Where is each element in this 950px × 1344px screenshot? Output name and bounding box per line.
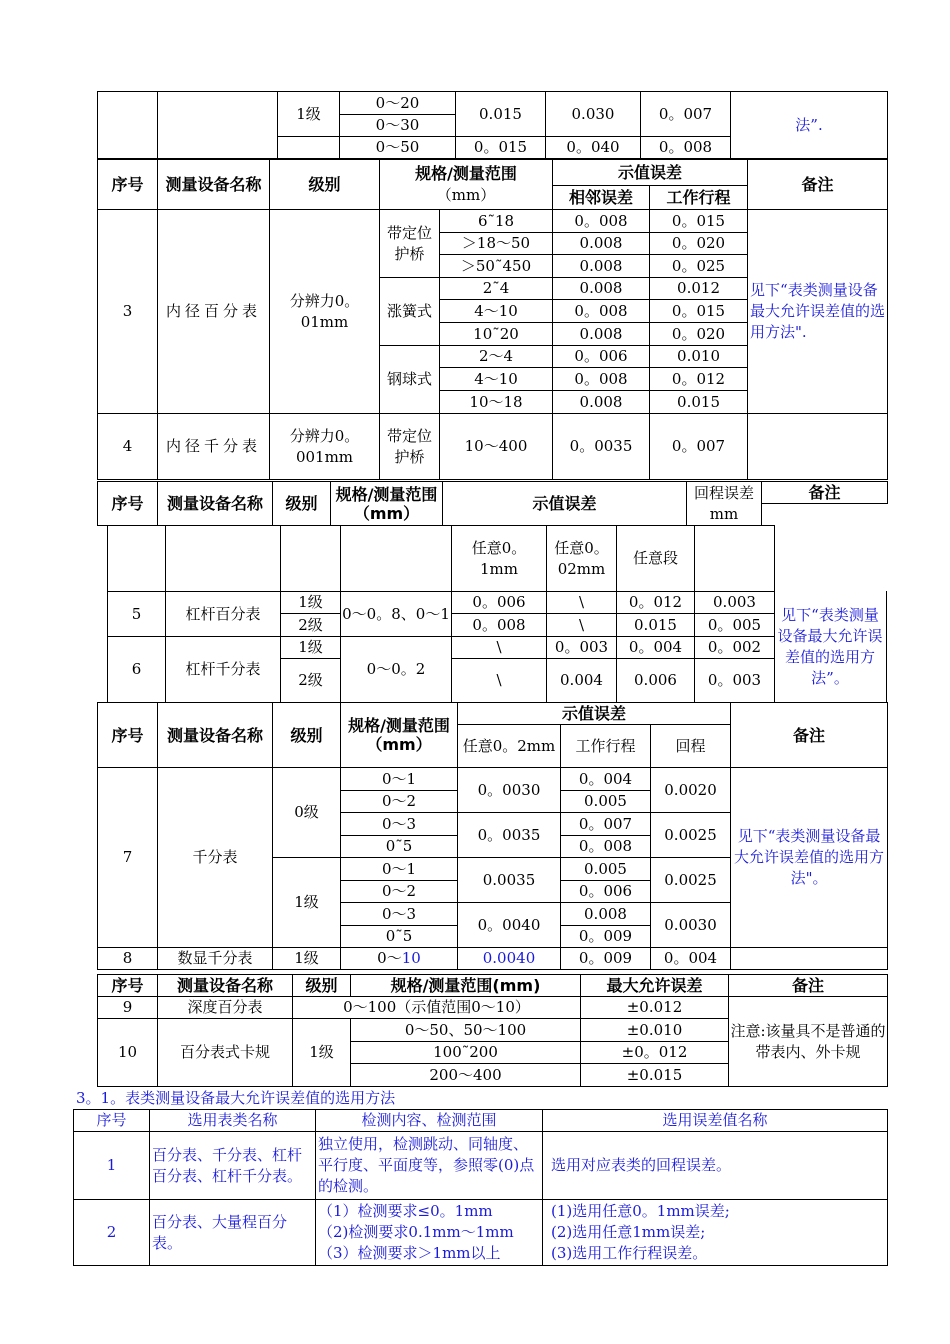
grade-cell: 1级 bbox=[273, 948, 341, 970]
value-cell: 0.008 bbox=[553, 255, 650, 278]
value-cell: 0.015 bbox=[617, 614, 695, 637]
cell bbox=[731, 948, 888, 970]
value-cell: 0。004 bbox=[561, 768, 651, 791]
item-grade: 分辨力0。01mm bbox=[270, 210, 380, 414]
range-cell: 2～4 bbox=[440, 346, 553, 368]
range-cell: 0～100（示值范围0～10） bbox=[293, 997, 581, 1019]
subheader-any02: 任意0。02mm bbox=[547, 526, 617, 592]
grade-cell: 1级 bbox=[281, 592, 341, 614]
item-name: 内径千分表 bbox=[158, 414, 270, 480]
range-cell: 0～3 bbox=[341, 903, 458, 926]
value-cell: 0。006 bbox=[561, 881, 651, 903]
row-choice bbox=[543, 1200, 888, 1266]
value-cell: 0。0030 bbox=[458, 768, 561, 813]
table-f bbox=[73, 1109, 888, 1266]
header-range-unit: （mm） bbox=[436, 185, 496, 204]
item-no: 6 bbox=[108, 637, 166, 703]
cell bbox=[166, 526, 281, 592]
value-cell: 0。004 bbox=[617, 637, 695, 659]
value-cell: 0。012 bbox=[617, 592, 695, 614]
range-cell: 0～1 bbox=[341, 858, 458, 881]
header-no: 序号 bbox=[98, 482, 158, 526]
item-grade: 分辨力0。001mm bbox=[270, 414, 380, 480]
value-cell: 0.006 bbox=[617, 659, 695, 703]
header-no: 序号 bbox=[98, 703, 158, 768]
range-cell: 0～50 bbox=[340, 137, 456, 159]
range-cell: 0～1 bbox=[341, 768, 458, 791]
header-name: 测量设备名称 bbox=[158, 975, 293, 997]
note-cell: 法”. bbox=[731, 92, 888, 159]
row-no: 2 bbox=[74, 1200, 150, 1266]
table-e bbox=[97, 974, 888, 1087]
range-cell: 0～50、50～100 bbox=[351, 1019, 581, 1042]
value-cell: 0。012 bbox=[650, 368, 748, 391]
range-cell: ＞18～50 bbox=[440, 233, 553, 255]
item-no: 5 bbox=[108, 592, 166, 637]
item-no: 9 bbox=[98, 997, 158, 1019]
table-a bbox=[97, 91, 888, 159]
range-cell: 0～30 bbox=[340, 115, 456, 137]
value-cell: 0.008 bbox=[553, 233, 650, 255]
value-cell: 0。0035 bbox=[458, 813, 561, 858]
value-cell: 0。006 bbox=[553, 346, 650, 368]
value-cell: \ bbox=[452, 659, 547, 703]
value-cell: ±0。012 bbox=[581, 1042, 729, 1064]
value-cell: 0.008 bbox=[561, 903, 651, 926]
value-cell: ±0.012 bbox=[581, 997, 729, 1019]
value-cell: 0。015 bbox=[456, 137, 546, 159]
header-note: 备注 bbox=[762, 482, 888, 504]
value-cell: 0.030 bbox=[546, 92, 641, 137]
grade-cell: 1级 bbox=[281, 637, 341, 659]
range-cell: 0～0。2 bbox=[341, 637, 452, 703]
table-c bbox=[107, 525, 775, 703]
range-cell: 10～18 bbox=[440, 391, 553, 414]
type-cell: 带定位护桥 bbox=[380, 210, 440, 278]
value-cell: 0。009 bbox=[561, 926, 651, 948]
value-cell: 0.003 bbox=[695, 592, 775, 614]
header-grade: 级别 bbox=[273, 482, 331, 526]
value-cell: 0.0025 bbox=[651, 813, 731, 858]
range-blue: 10 bbox=[401, 949, 421, 967]
value-cell: ±0.010 bbox=[581, 1019, 729, 1042]
cell bbox=[158, 92, 278, 159]
header-name: 测量设备名称 bbox=[158, 160, 270, 210]
header-stroke: 工作行程 bbox=[650, 186, 748, 210]
range-cell: 0～3 bbox=[341, 813, 458, 836]
range-cell: 0～0。8、0～1 bbox=[341, 592, 452, 637]
subheader-any01: 任意0。1mm bbox=[452, 526, 547, 592]
choice-line: (3)选用工作行程误差。 bbox=[551, 1244, 708, 1262]
grade-cell: 0级 bbox=[273, 768, 341, 858]
note-cell: 注意:该量具不是普通的带表内、外卡规 bbox=[729, 997, 888, 1087]
cell bbox=[762, 504, 888, 526]
value-cell: 0。003 bbox=[695, 659, 775, 703]
value-cell: 0.008 bbox=[553, 278, 650, 300]
header-range: 规格/测量范围（mm） bbox=[341, 703, 458, 768]
item-name: 数显千分表 bbox=[158, 948, 273, 970]
cell bbox=[281, 526, 341, 592]
value-cell: 0。025 bbox=[650, 255, 748, 278]
header-grade: 级别 bbox=[270, 160, 380, 210]
header-content: 检测内容、检测范围 bbox=[316, 1110, 543, 1132]
header-no: 序号 bbox=[74, 1110, 150, 1132]
header-choice: 选用误差值名称 bbox=[543, 1110, 888, 1132]
row-name: 百分表、大量程百分表。 bbox=[150, 1200, 316, 1266]
content-line: （1）检测要求≤0。1mm bbox=[318, 1202, 493, 1220]
value-cell: 0。009 bbox=[561, 948, 651, 970]
table-b bbox=[97, 159, 888, 480]
note-cell: 见下“表类测量设备最大允许误差值的选用方法"。 bbox=[731, 768, 888, 948]
value-cell: 0。008 bbox=[452, 614, 547, 637]
content-line: （2)检测要求0.1mm～1mm bbox=[318, 1223, 514, 1241]
choice-line: (1)选用任意0。1mm误差; bbox=[551, 1202, 730, 1220]
grade-cell: 2级 bbox=[281, 659, 341, 703]
header-note: 备注 bbox=[731, 703, 888, 768]
cell bbox=[748, 414, 888, 480]
value-cell: 0.005 bbox=[561, 791, 651, 813]
type-cell: 带定位护桥 bbox=[380, 414, 440, 480]
table-c-header bbox=[97, 481, 888, 526]
table-d bbox=[97, 702, 888, 970]
range-cell: 0～2 bbox=[341, 791, 458, 813]
value-cell: 0。015 bbox=[650, 300, 748, 323]
value-cell: \ bbox=[547, 592, 617, 614]
type-cell: 涨簧式 bbox=[380, 278, 440, 346]
cell bbox=[278, 137, 340, 159]
value-cell: 0。006 bbox=[452, 592, 547, 614]
value-cell: 0。015 bbox=[650, 210, 748, 233]
header-hysteresis: 回程误差mm bbox=[687, 482, 762, 526]
range-cell: 6˜18 bbox=[440, 210, 553, 233]
header-name: 测量设备名称 bbox=[158, 703, 273, 768]
value-cell: 0.005 bbox=[561, 858, 651, 881]
value-cell: 0。007 bbox=[641, 92, 731, 137]
item-name: 内径百分表 bbox=[158, 210, 270, 414]
grade-cell: 1级 bbox=[273, 858, 341, 948]
value-cell: 0。040 bbox=[546, 137, 641, 159]
header-error: 示值误差 bbox=[443, 482, 687, 526]
value-cell: 0.008 bbox=[553, 391, 650, 414]
value-cell: 0.0035 bbox=[458, 858, 561, 903]
item-name: 百分表式卡规 bbox=[158, 1019, 293, 1087]
range-cell: 100˜200 bbox=[351, 1042, 581, 1064]
value-cell: 0.015 bbox=[456, 92, 546, 137]
header-name: 测量设备名称 bbox=[158, 482, 273, 526]
header-grade: 级别 bbox=[273, 703, 341, 768]
value-cell: \ bbox=[547, 614, 617, 637]
value-cell: 0。008 bbox=[561, 836, 651, 858]
value-cell: 0。0035 bbox=[553, 414, 650, 480]
value-cell: 0。004 bbox=[651, 948, 731, 970]
header-note: 备注 bbox=[729, 975, 888, 997]
value-cell: 0.0020 bbox=[651, 768, 731, 813]
type-cell: 钢球式 bbox=[380, 346, 440, 414]
cell bbox=[695, 526, 775, 592]
header-no: 序号 bbox=[98, 975, 158, 997]
grade-cell: 1级 bbox=[278, 92, 340, 137]
value-cell: 0.0030 bbox=[651, 903, 731, 948]
header-range-label: 规格/测量范围 bbox=[415, 163, 517, 183]
range-cell: 0～20 bbox=[340, 92, 456, 115]
value-cell: 0。020 bbox=[650, 323, 748, 346]
header-name: 选用表类名称 bbox=[150, 1110, 316, 1132]
table-c-note bbox=[774, 591, 887, 702]
range-cell: 200～400 bbox=[351, 1064, 581, 1087]
subheader-anyseg: 任意段 bbox=[617, 526, 695, 592]
range-cell: 0˜5 bbox=[341, 926, 458, 948]
value-cell: 0。020 bbox=[650, 233, 748, 255]
value-cell: 0。003 bbox=[547, 637, 617, 659]
value-cell: 0。008 bbox=[553, 368, 650, 391]
range-cell bbox=[341, 948, 458, 970]
header-no: 序号 bbox=[98, 160, 158, 210]
row-name: 百分表、千分表、杠杆百分表、杠杆千分表。 bbox=[150, 1132, 316, 1200]
item-no: 8 bbox=[98, 948, 158, 970]
value-cell: 0.008 bbox=[553, 323, 650, 346]
value-cell: 0。008 bbox=[553, 210, 650, 233]
item-no: 4 bbox=[98, 414, 158, 480]
header-range: 规格/测量范围（mm） bbox=[331, 482, 443, 526]
row-content: 独立使用，检测跳动、同轴度、平行度、平面度等，参照零(0)点的检测。 bbox=[316, 1132, 543, 1200]
value-cell: \ bbox=[452, 637, 547, 659]
grade-cell: 1级 bbox=[293, 1019, 351, 1087]
header-error: 示值误差 bbox=[553, 160, 748, 186]
item-no: 3 bbox=[98, 210, 158, 414]
note-cell: 见下“表类测量设备最大允许误差值的选用方法". bbox=[748, 210, 888, 414]
header-note: 备注 bbox=[748, 160, 888, 210]
note-cell: 见下“表类测量设备最大允许误差值的选用方法”。 bbox=[774, 591, 887, 702]
item-name: 杠杆千分表 bbox=[166, 637, 281, 703]
range-cell: 4～10 bbox=[440, 368, 553, 391]
header-grade: 级别 bbox=[293, 975, 351, 997]
item-no: 10 bbox=[98, 1019, 158, 1087]
range-cell: 0˜5 bbox=[341, 836, 458, 858]
value-cell: 0。007 bbox=[561, 813, 651, 836]
row-choice: 选用对应表类的回程误差。 bbox=[543, 1132, 888, 1200]
value-cell: 0.004 bbox=[547, 659, 617, 703]
header-adjacent: 相邻误差 bbox=[553, 186, 650, 210]
value-cell: 0。007 bbox=[650, 414, 748, 480]
subheader-hysteresis: 回程 bbox=[651, 725, 731, 768]
value-cell: 0.010 bbox=[650, 346, 748, 368]
value-cell: 0。0040 bbox=[458, 903, 561, 948]
range-cell: ＞50˜450 bbox=[440, 255, 553, 278]
item-name: 深度百分表 bbox=[158, 997, 293, 1019]
value-cell: 0。002 bbox=[695, 637, 775, 659]
range-cell: 10～400 bbox=[440, 414, 553, 480]
header-maxerr: 最大允许误差 bbox=[581, 975, 729, 997]
value-cell: 0.0025 bbox=[651, 858, 731, 903]
choice-line: (2)选用任意1mm误差; bbox=[551, 1223, 706, 1241]
item-no: 7 bbox=[98, 768, 158, 948]
header-range bbox=[380, 160, 553, 210]
cell bbox=[341, 526, 452, 592]
subheader-any02: 任意0。2mm bbox=[458, 725, 561, 768]
header-range: 规格/测量范围(mm) bbox=[351, 975, 581, 997]
range-cell: 4～10 bbox=[440, 300, 553, 323]
section-title: 3。1。表类测量设备最大允许误差值的选用方法 bbox=[76, 1089, 396, 1107]
value-cell: 0.0040 bbox=[458, 948, 561, 970]
value-cell: 0。005 bbox=[695, 614, 775, 637]
range-cell: 0～2 bbox=[341, 881, 458, 903]
row-content bbox=[316, 1200, 543, 1266]
value-cell: 0。008 bbox=[641, 137, 731, 159]
range-cell: 10˜20 bbox=[440, 323, 553, 346]
value-cell: 0。008 bbox=[553, 300, 650, 323]
range-prefix: 0～ bbox=[377, 949, 402, 967]
content-line: （3）检测要求＞1mm以上 bbox=[318, 1244, 501, 1262]
header-error: 示值误差 bbox=[458, 703, 731, 725]
row-no: 1 bbox=[74, 1132, 150, 1200]
cell bbox=[98, 92, 158, 159]
cell bbox=[108, 526, 166, 592]
item-name: 杠杆百分表 bbox=[166, 592, 281, 637]
item-name: 千分表 bbox=[158, 768, 273, 948]
subheader-stroke: 工作行程 bbox=[561, 725, 651, 768]
value-cell: ±0.015 bbox=[581, 1064, 729, 1087]
value-cell: 0.012 bbox=[650, 278, 748, 300]
grade-cell: 2级 bbox=[281, 614, 341, 637]
range-cell: 2˜4 bbox=[440, 278, 553, 300]
value-cell: 0.015 bbox=[650, 391, 748, 414]
